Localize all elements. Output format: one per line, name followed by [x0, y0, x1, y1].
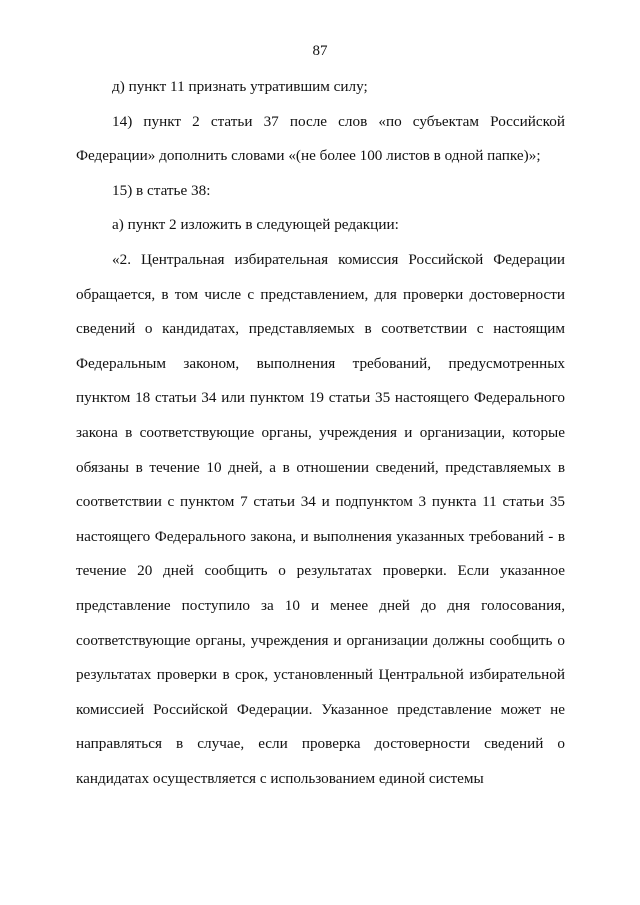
- paragraph-item-14: 14) пункт 2 статьи 37 после слов «по субъектам Российской Федерации» дополнить словами «(не более 100 листов в одной папке)»;: [76, 112, 565, 165]
- paragraph-quoted-article-2: «2. Центральная избирательная комиссия Российской Федерации обращается, в том числе с представлением, для проверки достоверности сведений о кандидатах, представляемых в соответствии с настоящим Федеральным законом, выполнения требований, предусмотренных пунктом 18 статьи 34 или пунктом 19 статьи 35 настоящего Федерального закона в соответствующие органы, учреждения и организации, которые обязаны в течение 10 дней, а в отношении сведений, представляемых в соответствии с пунктом 7 статьи 34 и подпунктом 3 пункта 11 статьи 35 настоящего Федерального закона, и выполнения указанных требований - в течение 20 дней сообщить о результатах проверки. Если указанное представление поступило за 10 и менее дней до дня голосования, соответствующие органы, учреждения и организации должны сообщить о результатах проверки в срок, установленный Центральной избирательной комиссией Российской Федерации. Указанное представление может не направляться в случае, если проверка достоверности сведений о кандидатах осуществляется с использованием единой системы: [76, 250, 565, 787]
- paragraph-item-15: 15) в статье 38:: [112, 181, 211, 199]
- page-number: 87: [312, 43, 328, 59]
- paragraph-item-a: а) пункт 2 изложить в следующей редакции:: [112, 216, 399, 234]
- document-body: [76, 70, 565, 796]
- paragraph-item-d: д) пункт 11 признать утратившим силу;: [112, 78, 368, 95]
